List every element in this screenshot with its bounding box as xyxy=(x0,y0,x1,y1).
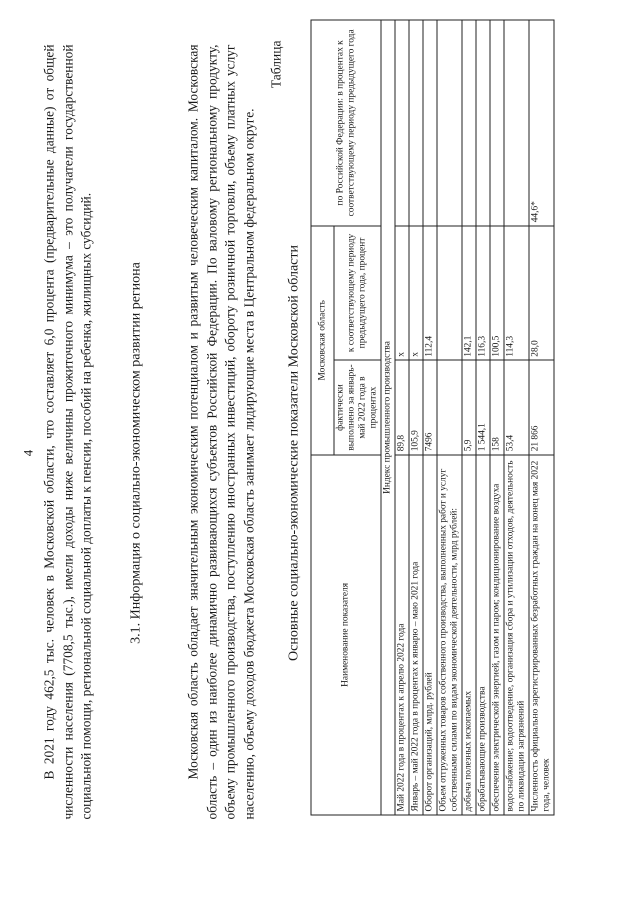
name-cell: водоснабжение; водоотведение, организация сбора и утилизации отходов, деятельность по ликвидации загрязнений xyxy=(504,454,529,814)
region-prev-cell: 116,3 xyxy=(476,225,490,359)
fact-cell: 5,9 xyxy=(462,360,476,455)
paragraph-economy xyxy=(184,44,258,819)
paragraph-poverty xyxy=(40,44,96,819)
name-cell: обрабатывающие производства xyxy=(476,454,490,814)
region-prev-cell: х xyxy=(409,225,423,359)
header-indicator-name: Наименование показателя xyxy=(311,454,381,814)
header-rf: по Российской Федерации: в процентах к соответствующему периоду предыдущего года xyxy=(311,20,381,226)
table-row xyxy=(529,20,554,815)
rf-cell xyxy=(395,20,409,226)
region-prev-cell xyxy=(437,225,462,359)
table-row xyxy=(504,20,529,815)
region-prev-cell: 112,4 xyxy=(423,225,437,359)
rf-cell xyxy=(423,20,437,226)
table-row xyxy=(423,20,437,815)
fact-cell: 7496 xyxy=(423,360,437,455)
rf-cell xyxy=(490,20,504,226)
rf-cell xyxy=(476,20,490,226)
table-row xyxy=(395,20,409,815)
table-row xyxy=(462,20,476,815)
table-section-row xyxy=(381,20,395,815)
fact-cell xyxy=(437,360,462,455)
name-cell: обеспечение электрической энергией, газом и паром; кондиционирование воздуха xyxy=(490,454,504,814)
paragraph-poverty-text: В 2021 году 462,5 тыс. человек в Московской области, что составляет 6,0 процента (предварительные данные) от общей численности населения (7708,5 тыс.), имели доходы ниже величины прожиточного минимума – это получатели государственной социальной помощи, региональной социальной доплаты к пенсии, пособий на ребенка, жилищных субсидий. xyxy=(41,44,94,819)
fact-cell: 53,4 xyxy=(504,360,529,455)
table-title: Основные социально-экономические показатели Московской области xyxy=(286,244,301,661)
header-region-group: Московская область xyxy=(311,225,334,454)
name-cell: Январь – май 2022 года в процентах к январю – маю 2021 года xyxy=(409,454,423,814)
paragraph-economy-text: Московская область обладает значительным экономическим потенциалом и развитым человеческим капиталом. Московская область – один из наиболее динамично развивающихся субъектов Российской Федерации. По валовому региональному продукту, объему промышленного производства, поступлению иностранных инвестиций, обороту розничной торговли, объему платных услуг населению, объему доходов бюджета Московская область занимает лидирующие места в Центральном федеральном округе. xyxy=(185,44,256,819)
name-cell: Май 2022 года в процентах к апрелю 2022 года xyxy=(395,454,409,814)
rf-cell xyxy=(504,20,529,226)
fact-cell: 21 866 xyxy=(529,360,554,455)
region-prev-cell: 100,5 xyxy=(490,225,504,359)
rf-cell: 44,6* xyxy=(529,20,554,226)
rf-cell xyxy=(437,20,462,226)
region-prev-cell: х xyxy=(395,225,409,359)
header-region-prev: к соответствующему периоду предыдущего года, процент xyxy=(334,225,381,359)
header-fact: фактически выполнено за январь-май 2022 года в процентах xyxy=(334,360,381,455)
region-prev-cell: 142,1 xyxy=(462,225,476,359)
name-cell: Объем отгруженных товаров собственного производства, выполненных работ и услуг собственными силами по видам экономической деятельности, млрд рублей: xyxy=(437,454,462,814)
table-row xyxy=(476,20,490,815)
fact-cell: 1 544,1 xyxy=(476,360,490,455)
fact-cell: 105,9 xyxy=(409,360,423,455)
section-title: 3.1. Информация о социально-экономическом развитии региона xyxy=(128,261,143,644)
fact-cell: 158 xyxy=(490,360,504,455)
name-cell: Численность официально зарегистрированных безработных граждан на конец мая 2022 года, человек xyxy=(529,454,554,814)
region-prev-cell: 28,0 xyxy=(529,225,554,359)
table-row xyxy=(409,20,423,815)
region-prev-cell: 114,3 xyxy=(504,225,529,359)
name-cell: Оборот организаций, млрд. рублей xyxy=(423,454,437,814)
page-number: 4 xyxy=(20,449,35,456)
table-row xyxy=(490,20,504,815)
rf-cell xyxy=(462,20,476,226)
section-cell: Индекс промышленного производства xyxy=(381,20,395,815)
indicators-table xyxy=(310,19,554,815)
table-row xyxy=(437,20,462,815)
table-label: Таблица xyxy=(268,40,283,88)
table-body xyxy=(381,20,554,815)
name-cell: добыча полезных ископаемых xyxy=(462,454,476,814)
rf-cell xyxy=(409,20,423,226)
fact-cell: 89,8 xyxy=(395,360,409,455)
